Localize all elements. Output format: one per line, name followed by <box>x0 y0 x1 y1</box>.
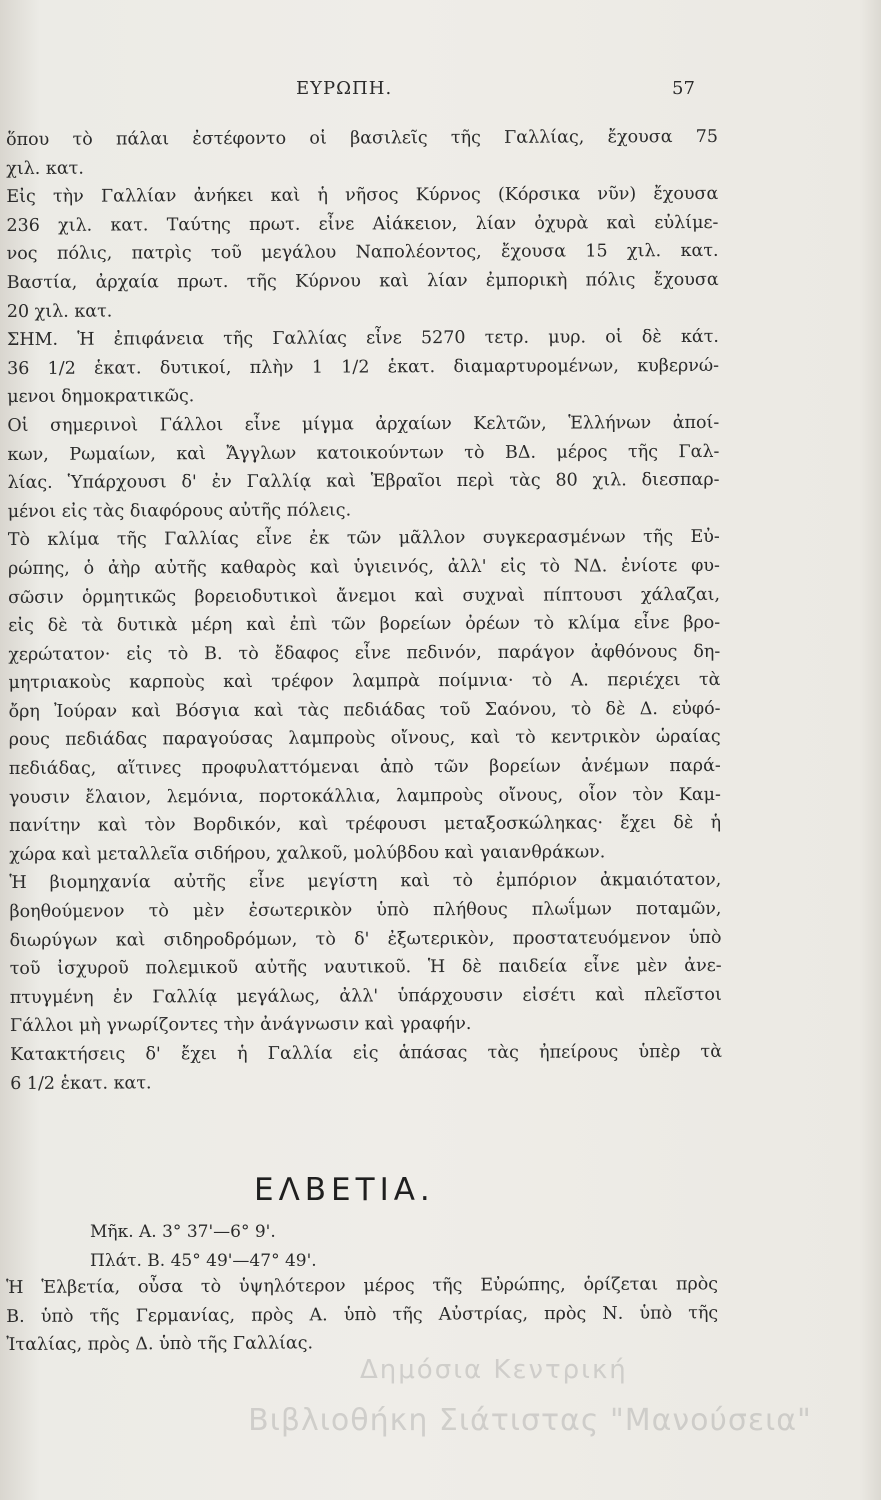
page-number: 57 <box>672 78 695 99</box>
text-line: βοηθούμενον τὸ μὲν ἐσωτερικὸν ὑπὸ πλήθους πλωΐμων ποταμῶν, <box>9 898 722 923</box>
text-line: μητριακοὺς καρποὺς καὶ τρέφον λαμπρὰ ποίμνια· τὸ Α. περιέχει τὰ <box>8 670 721 694</box>
text-line: μένοι εἰς τὰς διαφόρους αὐτῆς πόλεις. <box>7 500 352 522</box>
text-line: Ἰταλίας, πρὸς Δ. ὑπὸ τῆς Γαλλίας. <box>6 1333 314 1356</box>
text-line: πεδιάδας, αἵτινες προφυλαττόμεναι ἀπὸ τῶν βορείων ἀνέμων παρά- <box>8 755 721 780</box>
text-line: χώρα καὶ μεταλλεῖα σιδήρου, χαλκοῦ, μολύβδου καὶ γαιανθράκων. <box>9 842 606 865</box>
text-line: 36 1/2 ἑκατ. δυτικοί, πλὴν 1 1/2 ἑκατ. διαμαρτυρομένων, κυβερνώ- <box>7 355 720 379</box>
library-watermark <box>200 1355 860 1438</box>
text-line: 20 χιλ. κατ. <box>6 301 113 322</box>
text-line: κων, Ρωμαίων, καὶ Ἄγγλων κατοικούντων τὸ ΒΔ. μέρος τῆς Γαλ- <box>7 441 720 465</box>
text-line: 6 1/2 ἑκατ. κατ. <box>10 1072 152 1094</box>
coordinates-block <box>90 1218 317 1275</box>
text-line: νος πόλις, πατρὶς τοῦ μεγάλου Ναπολέοντος, ἔχουσα 15 χιλ. κατ. <box>6 241 719 265</box>
text-line: τοῦ ἰσχυροῦ πολεμικοῦ αὐτῆς ναυτικοῦ. Ἡ δὲ παιδεία εἶνε μὲν ἀνε- <box>9 956 722 980</box>
text-line: μενοι δημοκρατικῶς. <box>7 386 195 408</box>
text-line: Βαστία, ἀρχαία πρωτ. τῆς Κύρνου καὶ λίαν ἐμπορικὴ πόλις ἔχουσα <box>6 269 719 293</box>
text-line: Ἡ βιομηχανία αὐτῆς εἶνε μεγίστη καὶ τὸ ἐμπόριον ἀκμαιότατον, <box>9 870 722 894</box>
text-line: Εἰς τὴν Γαλλίαν ἀνήκει καὶ ἡ νῆσος Κύρνος (Κόρσικα νῦν) ἔχουσα <box>6 184 719 208</box>
longitude-line: Μῆκ. Α. 3° 37'—6° 9'. <box>90 1222 276 1242</box>
text-line: ρους πεδιάδας παραγούσας λαμπροὺς οἴνους, καὶ τὸ κεντρικὸν ὡραίας <box>8 727 721 751</box>
text-line: πτυγμένη ἐν Γαλλίᾳ μεγάλως, ἀλλ' ὑπάρχουσιν εἰσέτι καὶ πλεῖστοι <box>9 984 722 1008</box>
text-line: 236 χιλ. κατ. Ταύτης πρωτ. εἶνε Αἰάκειον, λίαν ὀχυρὰ καὶ εὐλίμε- <box>6 212 719 236</box>
text-line: λίας. Ὑπάρχουσι δ' ἐν Γαλλίᾳ καὶ Ἑβραῖοι περὶ τὰς 80 χιλ. διεσπαρ- <box>7 470 720 494</box>
running-title: ΕΥΡΩΠΗ. <box>296 78 393 99</box>
text-line: Β. ὑπὸ τῆς Γερμανίας, πρὸς Α. ὑπὸ τῆς Αὐστρίας, πρὸς Ν. ὑπὸ τῆς <box>6 1302 719 1327</box>
text-line: γουσιν ἔλαιον, λεμόνια, πορτοκάλλια, λαμπροὺς οἴνους, οἷον τὸν Καμ- <box>8 784 721 808</box>
text-line: ρώπης, ὁ ἀὴρ αὐτῆς καθαρὸς καὶ ὑγιεινός, ἀλλ' εἰς τὸ ΝΔ. ἐνίοτε φυ- <box>7 555 720 579</box>
text-line: ὄρη Ἰούραν καὶ Βόσγια καὶ τὰς πεδιάδας τοῦ Σαόνου, τὸ δὲ Δ. εὐφό- <box>8 698 721 722</box>
watermark-line-1: Δημόσια Κεντρική <box>360 1355 628 1385</box>
text-line: Κατακτήσεις δ' ἔχει ἡ Γαλλία εἰς ἁπάσας τὰς ἠπείρους ὑπὲρ τὰ <box>10 1041 723 1065</box>
text-line: σῶσιν ὁρμητικῶς βορειοδυτικοὶ ἄνεμοι καὶ συχναὶ πίπτουσι χάλαζαι, <box>8 584 721 608</box>
text-line: διωρύγων καὶ σιδηροδρόμων, τὸ δ' ἐξωτερικὸν, προστατευόμενον ὑπὸ <box>9 927 722 951</box>
section-text <box>6 1270 718 1360</box>
text-line: χιλ. κατ. <box>6 158 84 179</box>
text-line: ὅπου τὸ πάλαι ἐστέφοντο οἱ βασιλεῖς τῆς Γαλλίας, ἔχουσα 75 <box>6 126 719 150</box>
text-line: χερώτατον· εἰς τὸ Β. τὸ ἔδαφος εἶνε πεδινόν, παράγον ἀφθόνους δη- <box>8 641 721 665</box>
text-line: Οἱ σημερινοὶ Γάλλοι εἶνε μίγμα ἀρχαίων Κελτῶν, Ἑλλήνων ἀποί- <box>7 412 720 436</box>
text-line: Τὸ κλίμα τῆς Γαλλίας εἶνε ἐκ τῶν μᾶλλον συγκερασμένων τῆς Εὐ- <box>7 527 720 551</box>
section-heading: ΕΛΒΕΤΙΑ. <box>254 1172 435 1208</box>
text-line: Ἡ Ἑλβετία, οὖσα τὸ ὑψηλότερον μέρος τῆς Εὐρώπης, ὁρίζεται πρὸς <box>6 1274 719 1298</box>
page-header <box>0 78 881 108</box>
text-line: εἰς δὲ τὰ δυτικὰ μέρη καὶ ἐπὶ τῶν βορείων ὀρέων τὸ κλίμα εἶνε βρο- <box>8 612 721 637</box>
body-text <box>6 123 722 1098</box>
text-line: Γάλλοι μὴ γνωρίζοντες τὴν ἀνάγνωσιν καὶ γραφήν. <box>9 1014 472 1037</box>
watermark-line-2: Βιβλιοθήκη Σιάτιστας "Μανούσεια" <box>248 1403 812 1438</box>
latitude-line: Πλάτ. Β. 45° 49'—47° 49'. <box>90 1250 317 1271</box>
text-line: ΣΗΜ. Ἡ ἐπιφάνεια τῆς Γαλλίας εἶνε 5270 τετρ. μυρ. οἱ δὲ κάτ. <box>6 327 719 351</box>
text-line: πανίτην καὶ τὸν Βορδικόν, καὶ τρέφουσι μεταξοσκώληκας· ἔχει δὲ ἡ <box>9 813 722 837</box>
